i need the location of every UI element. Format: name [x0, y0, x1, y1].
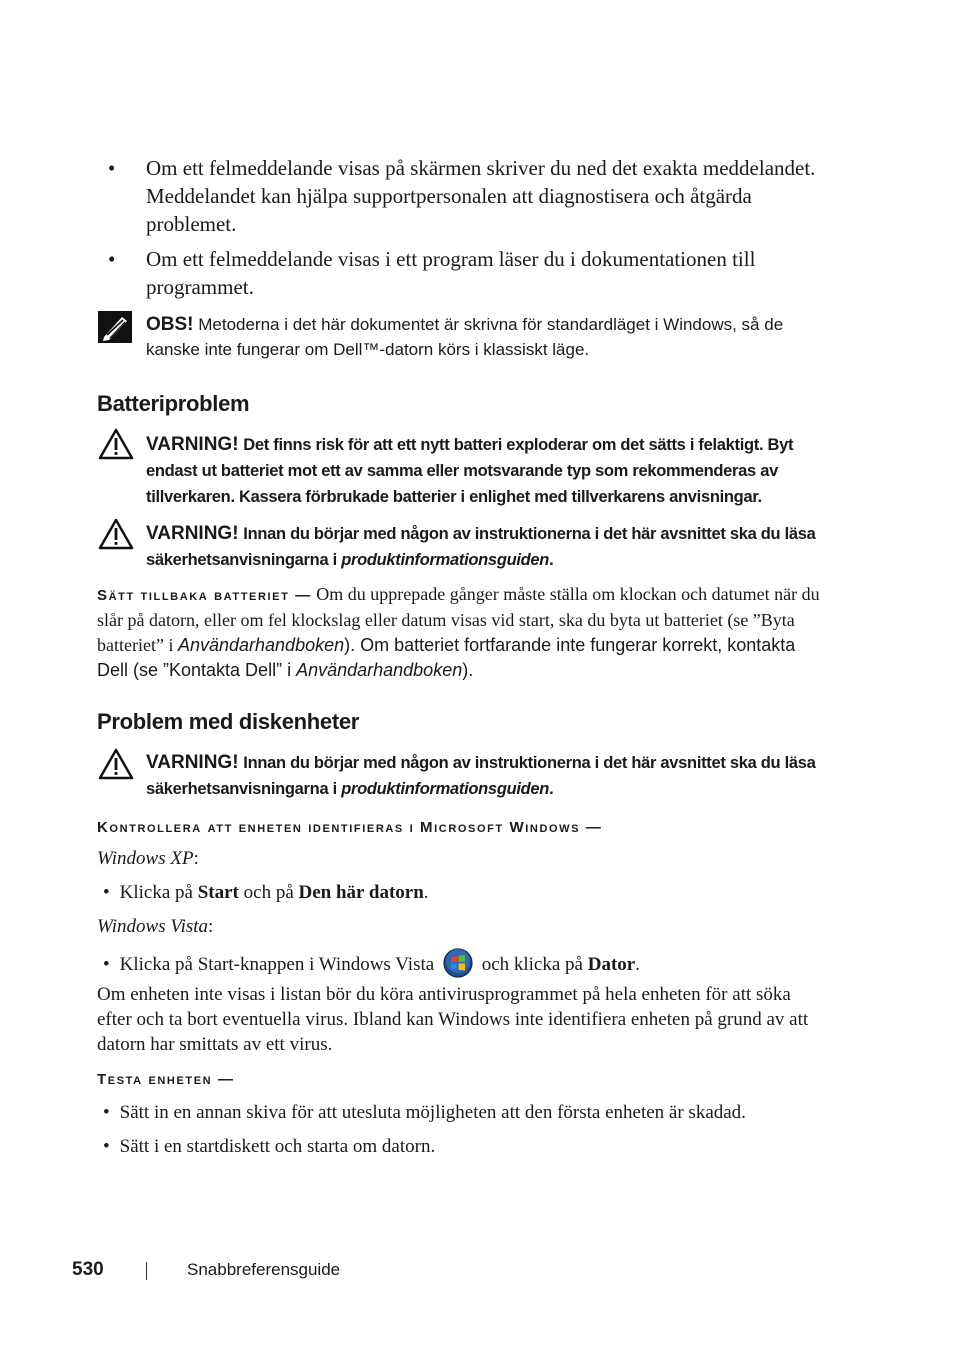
windows-start-orb-icon — [443, 948, 473, 978]
replace-battery-paragraph: Sätt tillbaka batteriet — Om du upprepade gånger måste ställa om klockan och datumet när du slår på datorn, eller om fel klockslag eller datum visas vid start, ska du byta ut batteriet (se ”Byta batteriet” i Användarhandboken). Om batteriet fortfarande inte fungerar korrekt, kontakta Dell (se ”Kontakta Dell” i Användarhandboken). — [97, 584, 820, 680]
section-heading-drives: Problem med diskenheter — [97, 709, 360, 734]
footer-page-number: 530 — [72, 1259, 104, 1280]
pencil-note-icon — [98, 311, 132, 343]
antivirus-paragraph: Om enheten inte visas i listan bör du köra antivirusprogrammet på hela enheten för att söka efter och ta bort eventuella virus. Ibland kan Windows inte identifiera enheten på grund av att datorn har smittats av ett virus. — [97, 984, 809, 1055]
warning-icon — [98, 428, 134, 460]
footer-title: Snabbreferensguide — [187, 1260, 341, 1279]
warning-block — [146, 521, 826, 573]
warning-text: Innan du börjar med någon av instruktionerna i det här avsnittet ska du läsa säkerhetsanvisningarna i produktinformationsguiden. — [146, 754, 816, 798]
warning-lead: VARNING! — [146, 434, 239, 455]
footer-divider — [146, 1262, 147, 1280]
warning-icon — [98, 518, 134, 550]
warning-lead: VARNING! — [146, 752, 239, 773]
subheading-check-windows: Kontrollera att enheten identifieras i Microsoft Windows — — [97, 819, 603, 836]
warning-icon — [98, 748, 134, 780]
label-windows-vista: Windows Vista: — [97, 916, 214, 937]
list-item: • Klicka på Start-knappen i Windows Vista och klicka på Dator. — [103, 948, 640, 978]
section-heading-battery: Batteriproblem — [97, 391, 250, 416]
note-lead: OBS! — [146, 314, 194, 335]
warning-text: Det finns risk för att ett nytt batteri exploderar om det sätts i felaktigt. Byt endast ut batteriet mot ett av samma eller motsvarande typ som rekommenderas av tillverkaren. Kassera förbrukade batterier i enlighet med tillverkarens anvisningar. — [146, 436, 794, 506]
list-item: • Klicka på Start och på Den här datorn. — [103, 882, 429, 903]
warning-text: Innan du börjar med någon av instruktionerna i det här avsnittet ska du läsa säkerhetsanvisningarna i produktinformationsguiden. — [146, 525, 816, 569]
note-block — [146, 312, 826, 362]
bullet-dot: • — [108, 247, 116, 271]
list-item: • Sätt in en annan skiva för att utesluta möjligheten att den första enheten är skadad. — [103, 1102, 746, 1123]
bullet-text: Om ett felmeddelande visas på skärmen skriver du ned det exakta meddelandet. Meddelandet kan hjälpa supportpersonalen att diagnostisera och åtgärda problemet. — [146, 156, 816, 236]
list-item: • Sätt i en startdiskett och starta om datorn. — [103, 1136, 436, 1157]
bullet-dot: • — [108, 156, 116, 180]
warning-block — [146, 432, 826, 510]
subheading-test-drive: Testa enheten — — [97, 1071, 235, 1088]
warning-lead: VARNING! — [146, 523, 239, 544]
subheading-replace-battery: Sätt tillbaka batteriet — — [97, 587, 312, 604]
note-text: Metoderna i det här dokumentet är skrivna för standardläget i Windows, så de kanske inte fungerar om Dell™-datorn körs i klassiskt läge. — [146, 315, 784, 359]
warning-block — [146, 750, 826, 802]
bullet-text: Om ett felmeddelande visas i ett program läser du i dokumentationen till programmet. — [146, 247, 756, 299]
label-windows-xp: Windows XP: — [97, 848, 199, 869]
